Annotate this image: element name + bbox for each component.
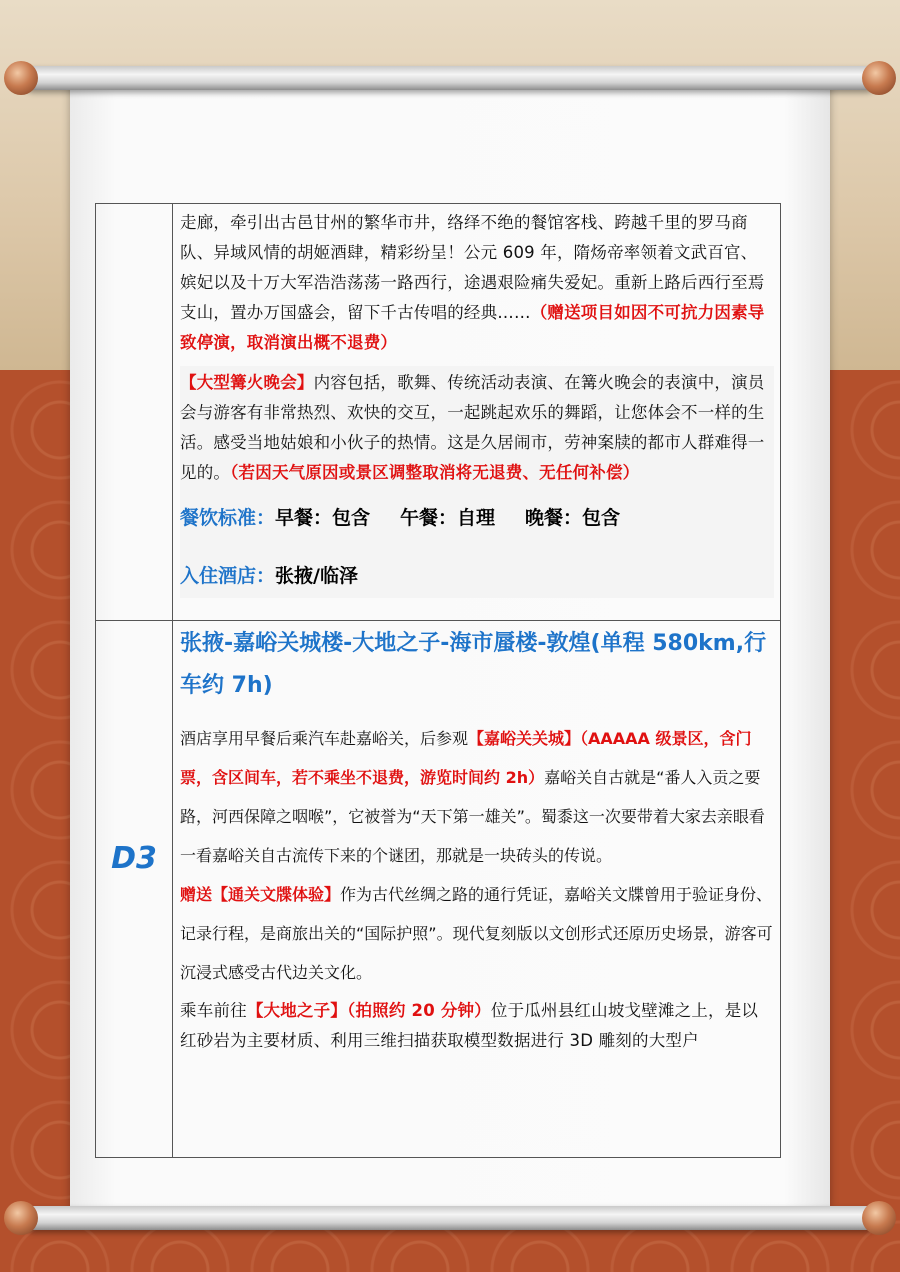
meal-lunch: 午餐：自理 — [400, 507, 496, 529]
meal-dinner: 晚餐：包含 — [525, 507, 621, 529]
day-content-cell — [180, 204, 774, 620]
meal-standard — [180, 498, 774, 538]
day-label-cell — [96, 204, 173, 620]
jiayuguan-tag: 【嘉峪关关城】（AAAAA 级景区，含门票，含区间车，若不乘坐不退费，游览时间约 2h） — [180, 729, 752, 787]
rod-cap-right-icon — [862, 61, 896, 95]
bonfire-tag: 【大型篝火晚会】 — [180, 373, 314, 392]
hotel-info — [180, 556, 774, 596]
itinerary-row-day3 — [96, 621, 780, 1157]
day-content-cell — [180, 621, 774, 1157]
jiayuguan-text: 嘉峪关自古就是“番人入贡之要路，河西保障之咽喉”，它被誉为“天下第一雄关”。蜀黍这一次要带着大家去亲眼看一看嘉峪关自古流传下来的个谜团，那就是一块砖头的传说。 — [180, 768, 765, 865]
jiayuguan-intro: 酒店享用早餐后乘汽车赴嘉峪关，后参观 — [180, 729, 469, 748]
show-text: 走廊，牵引出古邑甘州的繁华市井，络绎不绝的餐馆客栈、跨越千里的罗马商队、异域风情的胡姬酒肆，精彩纷呈！公元 609 年，隋炀帝率领着文武百官、嫔妃以及十万大军浩浩荡荡一路西行，途遇艰险痛失爱妃。重新上路后西行至焉支山，置办万国盛会，留下千古传唱的经典…… — [180, 213, 765, 322]
day-label-cell — [96, 621, 173, 1157]
pass-document-tag: 赠送【通关文牒体验】 — [180, 885, 341, 904]
day-label-d3: D3 — [111, 841, 157, 876]
meal-breakfast: 早餐：包含 — [275, 507, 371, 529]
scroll-rod-bottom — [22, 1206, 878, 1230]
son-of-earth-paragraph — [180, 996, 774, 1056]
rod-cap-left-icon — [4, 61, 38, 95]
day3-route-title: 张掖-嘉峪关城楼-大地之子-海市蜃楼-敦煌(单程 580km,行车约 7h) — [180, 631, 767, 698]
rod-cap-right-icon — [862, 1201, 896, 1235]
son-of-earth-text: 位于瓜州县红山坡戈壁滩之上，是以红砂岩为主要材质、利用三维扫描获取模型数据进行 3D 雕刻的大型户 — [180, 1001, 759, 1050]
bonfire-text: 内容包括，歌舞、传统活动表演、在篝火晚会的表演中，演员会与游客有非常热烈、欢快的交互，一起跳起欢乐的舞蹈，让您体会不一样的生活。感受当地姑娘和小伙子的热情。这是久居闹市，劳神案牍的都市人群难得一见的。 — [180, 373, 765, 482]
bonfire-block — [180, 366, 774, 598]
son-of-earth-intro: 乘车前往 — [180, 1001, 247, 1020]
pass-document-text: 作为古代丝绸之路的通行凭证，嘉峪关文牒曾用于验证身份、记录行程，是商旅出关的“国际护照”。现代复刻版以文创形式还原历史场景，游客可沉浸式感受古代边关文化。 — [180, 885, 773, 982]
son-of-earth-tag: 【大地之子】（拍照约 20 分钟） — [246, 1001, 491, 1020]
meal-label: 餐饮标准： — [180, 507, 276, 529]
bonfire-description — [180, 368, 774, 488]
show-note: （赠送项目如因不可抗力因素导致停演，取消演出概不退费） — [180, 303, 765, 352]
itinerary-table — [95, 203, 781, 1158]
jiayuguan-paragraph — [180, 719, 774, 875]
show-description — [180, 208, 774, 358]
hotel-value: 张掖/临泽 — [275, 565, 358, 587]
itinerary-row-day-continued — [96, 204, 780, 621]
hotel-label: 入住酒店： — [180, 565, 276, 587]
rod-cap-left-icon — [4, 1201, 38, 1235]
bonfire-note: （若因天气原因或景区调整取消将无退费、无任何补偿） — [230, 463, 640, 482]
pass-document-paragraph — [180, 875, 774, 992]
scroll-rod-top — [22, 66, 878, 90]
